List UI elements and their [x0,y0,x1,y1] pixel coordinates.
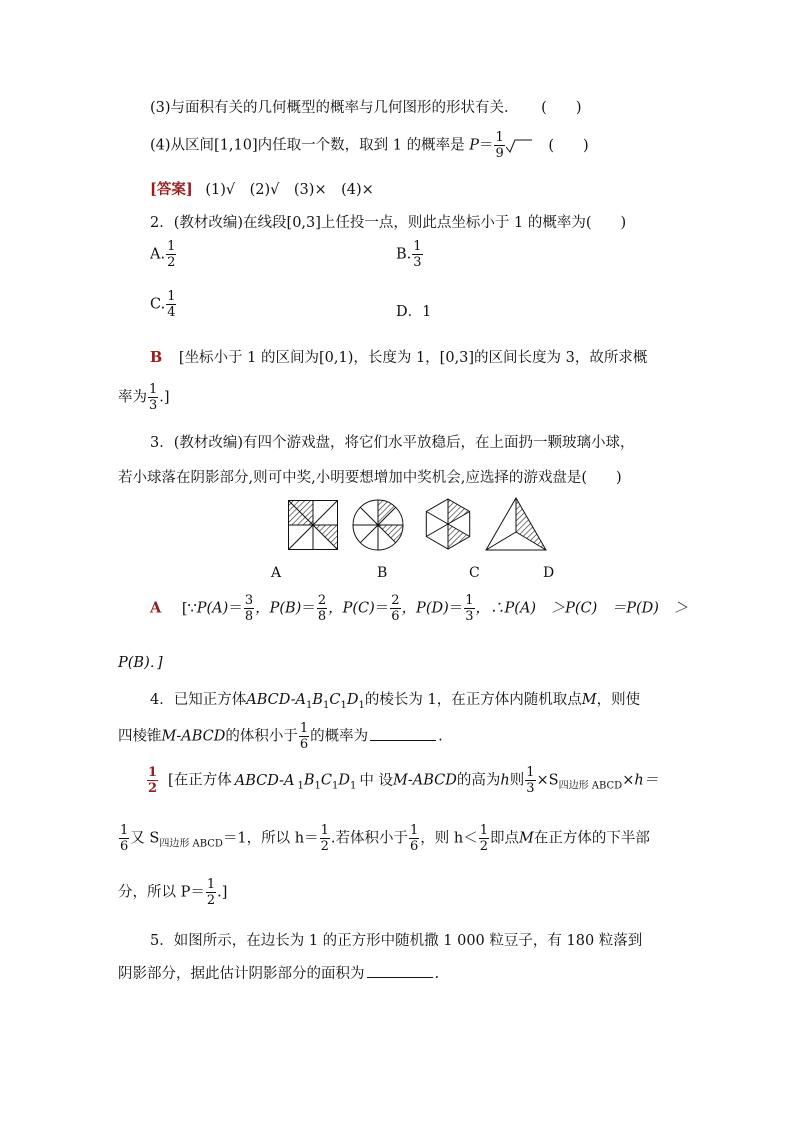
option-a: A. $\frac{1}{2}$ [150,239,176,270]
problem-5-stem-2: 阴影部分，据此估计阴影部分的面积为 . [118,966,440,982]
problem-4-solution-cont-1: $\frac{1}{6}$ 又 $S_{四边形 ABCD}=1$，所以 h＝ $\frac{1}{2}$ .若体积小于 $\frac{1}{6}$ ，则 h＜ $\frac{1}{2}$ 即点M在正方体的下半部 [120,823,650,854]
answer-blank [367,965,433,978]
problem-4-solution-cont-2: 分，所以 P＝ $\frac{1}{2}$ .] [118,877,228,908]
statement-4: (4)从区间[1,10]内任取一个数，取到 1 的概率是 P＝ $\frac{1}{9}$ ( ) [150,130,589,161]
option-b: B. $\frac{1}{3}$ [396,239,422,270]
problem-4-stem-1: 4．已知正方体ABCD-$A_1B_1C_1D_1$的棱长为 1，在正方体内随机取点M，则使 [150,692,641,711]
problem-5-stem-1: 5．如图所示，在边长为 1 的正方形中随机撒 1 000 粒豆子，有 180 粒落到 [150,933,643,949]
problem-3-stem-2: 若小球落在阴影部分,则可中奖,小明要想增加中奖机会,应选择的游戏盘是( ) [118,470,622,486]
problem-4-solution: $\frac{1}{2}$ [在正方体 ABCD-A $_1B_1C_1D_1$ 中 设M-ABCD的高为h则 $\frac{1}{3}$ $\times S_{四边形 ABCD}\times h=$ [148,765,659,796]
answer-letter: B [150,349,163,366]
figure-a-square [288,500,338,550]
option-c: C. $\frac{1}{4}$ [150,289,176,320]
figure-label-b: B [377,565,388,581]
figure-label-a: A [271,565,282,581]
figure-c-hexagon [420,496,476,552]
fraction: $\frac{1}{9}$ [495,130,504,161]
answer-letter: A [150,599,162,617]
answer-blank [370,728,436,741]
figure-label-d: D [543,565,555,581]
problem-2-solution: B [坐标小于 1 的区间为[0,1)，长度为 1，[0,3]的区间长度为 3，故所求概 [150,349,648,366]
problem-4-stem-2: 四棱锥M-ABCD的体积小于 $\frac{1}{6}$ 的概率为 . [118,721,443,752]
answer-line: [答案] (1)√ (2)√ (3)× (4)× [150,181,374,198]
figure-d-triangle [484,496,548,552]
answer-paren: ( ) [541,100,582,116]
figure-label-c: C [469,565,480,581]
problem-2-stem: 2．(教材改编)在线段[0,3]上任投一点，则此点坐标小于 1 的概率为( ) [150,215,627,231]
problem-3-stem-1: 3．(教材改编)有四个游戏盘，将它们水平放稳后，在上面扔一颗玻璃小球， [150,435,635,451]
problem-2-solution-cont: 率为 $\frac{1}{3}$ .] [118,382,170,413]
check-mark-icon [506,139,532,153]
problem-3-solution-cont: P(B)．] [118,655,163,671]
answer-tag: [答案] [150,181,193,198]
option-d: D．1 [396,304,432,320]
statement-3: (3)与面积有关的几何概型的概率与几何图形的形状有关． ( ) [150,100,582,116]
problem-3-solution: A [∵P(A)＝ $\frac{3}{8}$ ，P(B)＝ $\frac{2}{8}$ ，P(C)＝ $\frac{2}{6}$ ，P(D)＝ $\frac{1}{3}$ ，∴P(A) ＞P(C) ＝P(D) ＞ [150,593,688,624]
answer-paren: ( ) [548,137,589,154]
figure-b-circle [351,498,405,552]
